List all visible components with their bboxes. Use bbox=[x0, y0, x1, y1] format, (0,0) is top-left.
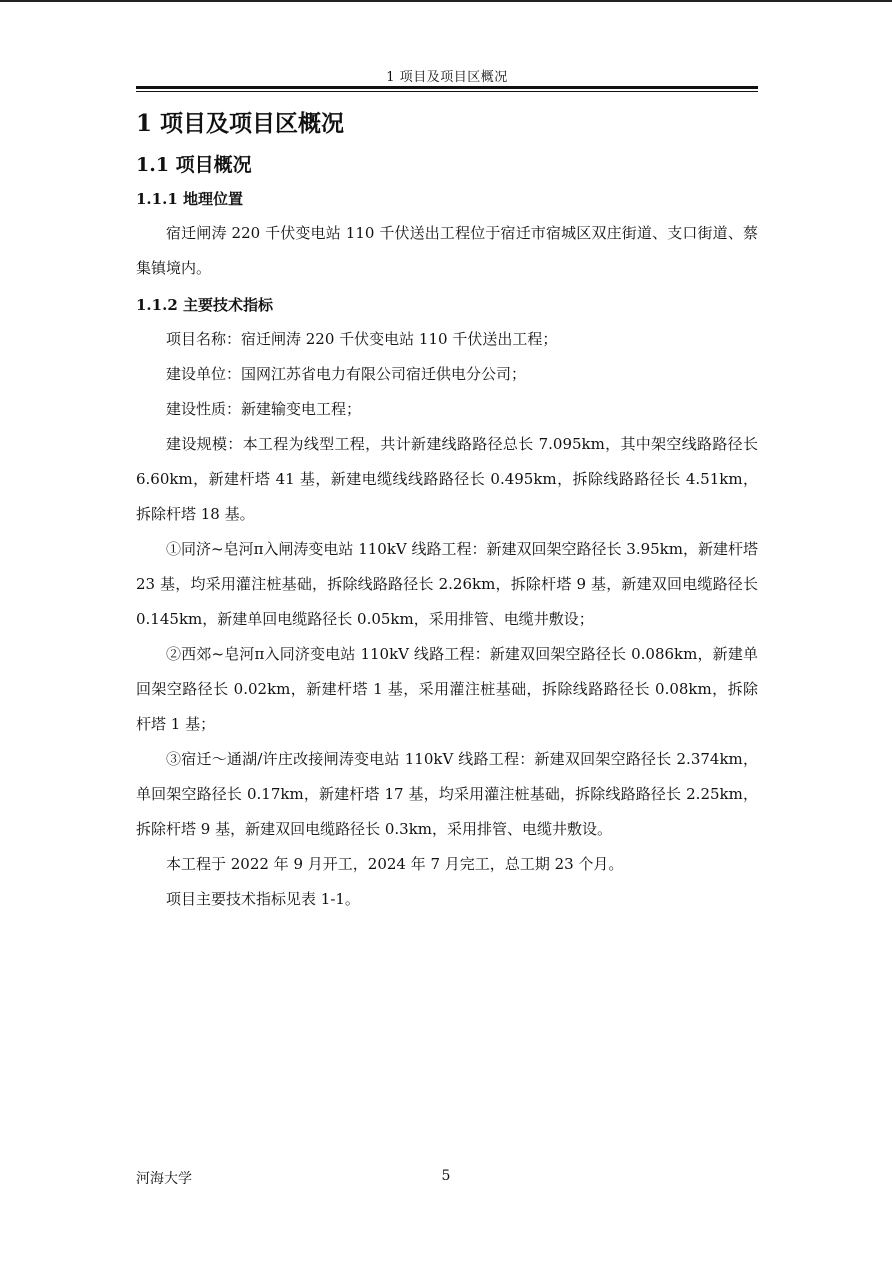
page-top-border bbox=[0, 0, 892, 2]
paragraph-construction-scale: 建设规模：本工程为线型工程，共计新建线路路径总长 7.095km，其中架空线路路径长 6.60km，新建杆塔 41 基，新建电缆线线路路径长 0.495km，拆除线路路径长 4.51km，拆除杆塔 18 基。 bbox=[136, 435, 758, 523]
paragraph-line-project-2: ②西郊~皂河π入同济变电站 110kV 线路工程：新建双回架空路径长 0.086km，新建单回架空路径长 0.02km，新建杆塔 1 基，采用灌注桩基础，拆除线路路径长 0.08km，拆除杆塔 1 基； bbox=[136, 645, 758, 733]
document-body bbox=[136, 106, 758, 917]
page-number: 5 bbox=[441, 1168, 451, 1184]
header-rule-thick bbox=[136, 86, 758, 89]
chapter-title: 1 项目及项目区概况 bbox=[136, 110, 345, 137]
paragraph-project-name: 项目名称：宿迁闸涛 220 千伏变电站 110 千伏送出工程； bbox=[166, 330, 558, 348]
subsection-title-technical-indicators: 1.1.2 主要技术指标 bbox=[136, 296, 273, 314]
paragraph-construction-nature: 建设性质：新建输变电工程； bbox=[166, 400, 362, 418]
section-title: 1.1 项目概况 bbox=[136, 154, 252, 176]
paragraph-schedule: 本工程于 2022 年 9 月开工，2024 年 7 月完工，总工期 23 个月。 bbox=[166, 855, 624, 873]
paragraph-line-project-3: ③宿迁～通湖/许庄改接闸涛变电站 110kV 线路工程：新建双回架空路径长 2.374km，单回架空路径长 0.17km，新建杆塔 17 基，均采用灌注桩基础，拆除线路路径长 2.25km，拆除杆塔 9 基，新建双回电缆路径长 0.3km，采用排管、电缆井敷设。 bbox=[136, 750, 758, 838]
footer-institution: 河海大学 bbox=[136, 1171, 192, 1187]
paragraph-construction-unit: 建设单位：国网江苏省电力有限公司宿迁供电分公司； bbox=[166, 365, 527, 383]
header-rule-thin bbox=[136, 91, 758, 92]
paragraph-line-project-1: ①同济~皂河π入闸涛变电站 110kV 线路工程：新建双回架空路径长 3.95km，新建杆塔 23 基，均采用灌注桩基础，拆除线路路径长 2.26km，拆除杆塔 9 基，新建双回电缆路径长 0.145km，新建单回电缆路径长 0.05km，采用排管、电缆井敷设； bbox=[136, 540, 758, 628]
paragraph-table-reference: 项目主要技术指标见表 1-1。 bbox=[166, 890, 360, 908]
running-header: 1 项目及项目区概况 bbox=[386, 70, 508, 85]
location-paragraph: 宿迁闸涛 220 千伏变电站 110 千伏送出工程位于宿迁市宿城区双庄街道、支口街道、蔡集镇境内。 bbox=[136, 224, 758, 277]
subsection-title-location: 1.1.1 地理位置 bbox=[136, 190, 243, 208]
